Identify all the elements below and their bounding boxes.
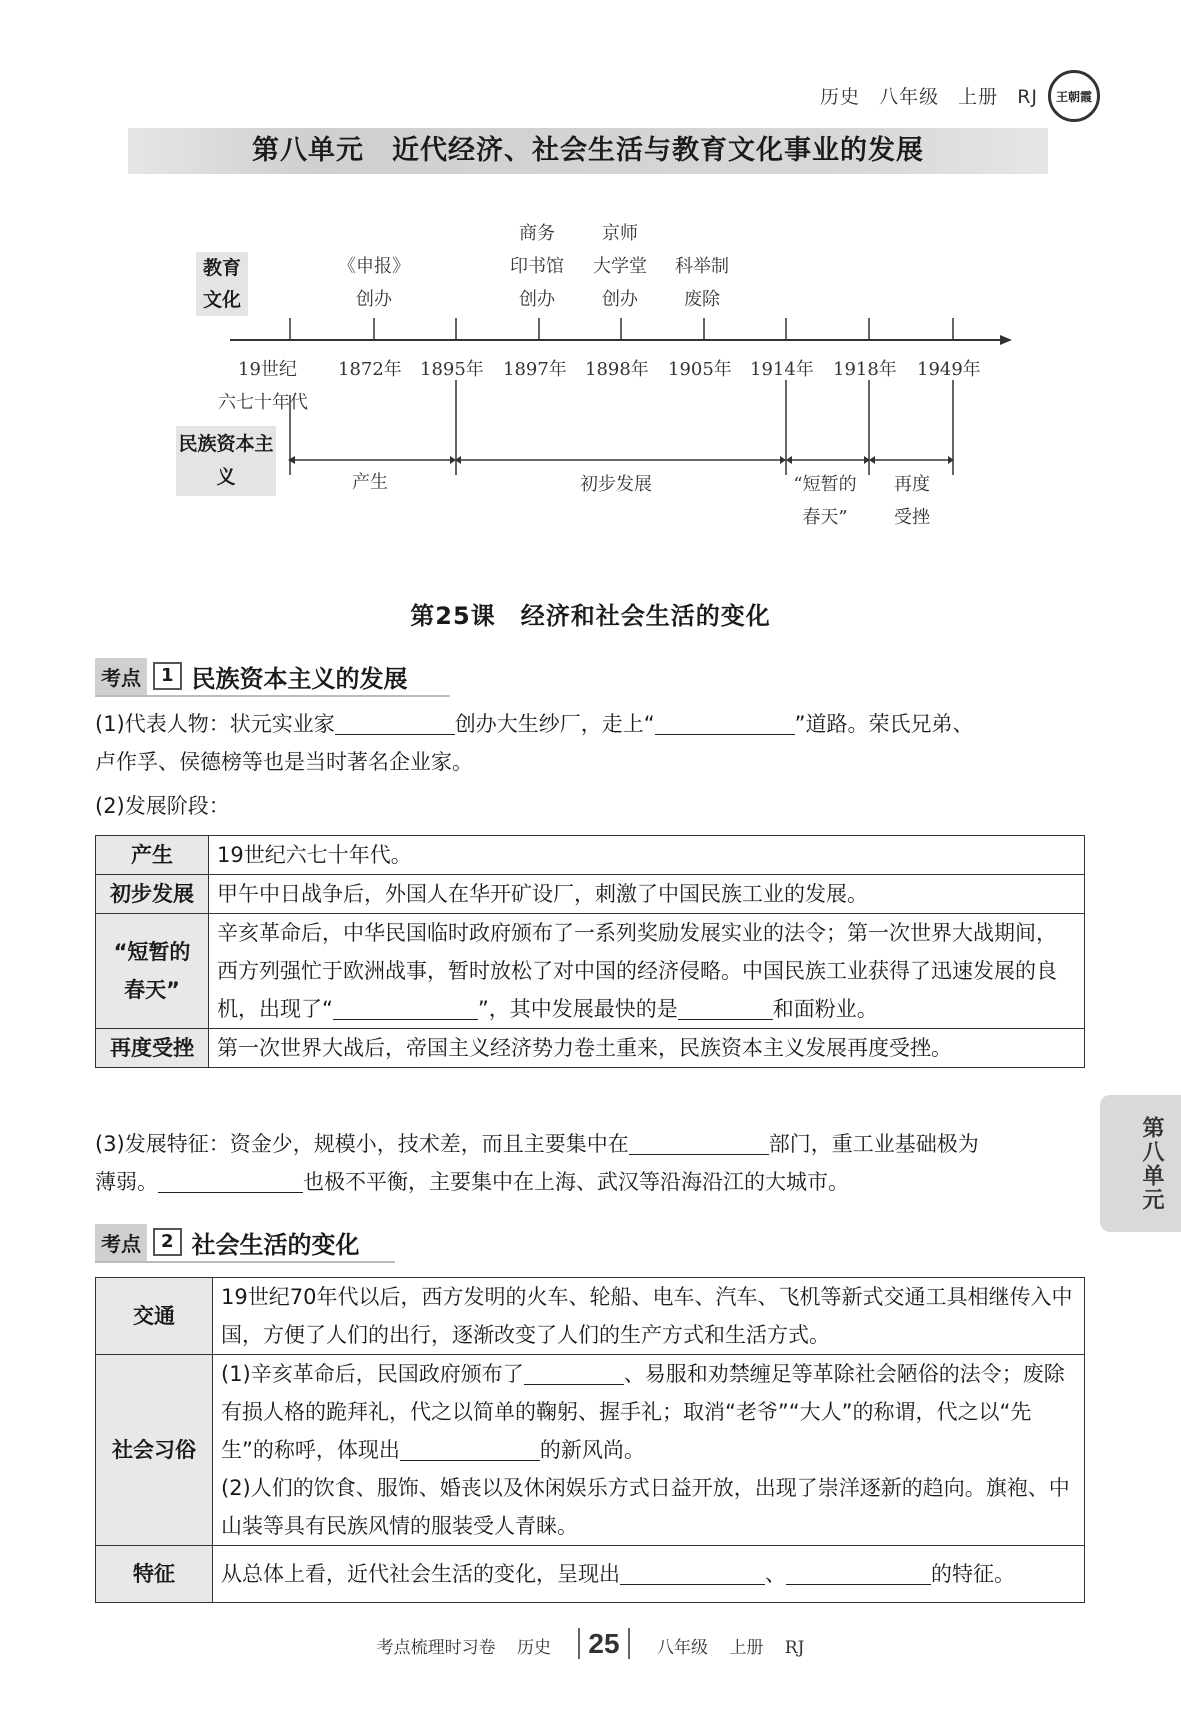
stage-short-spring: “短暂的 春天” <box>793 474 857 528</box>
year-label: 1895年 <box>420 359 484 380</box>
year-label: 1914年 <box>750 359 814 380</box>
fill-blank[interactable] <box>333 995 478 1020</box>
unit-side-tab: 第八单元 <box>1100 1095 1181 1232</box>
table-row: 再度受挫 第一次世界大战后，帝国主义经济势力卷土重来，民族资本主义发展再度受挫。 <box>96 1029 1085 1068</box>
fill-blank[interactable] <box>335 710 455 735</box>
section-title: 社会生活的变化 <box>191 1230 360 1259</box>
event-keju-abolished: 科举制 废除 <box>675 256 729 310</box>
lesson-title: 第25课 经济和社会生活的变化 <box>410 602 771 630</box>
header-edition: RJ <box>1017 86 1038 108</box>
year-label: 1905年 <box>668 359 732 380</box>
table-row: 产生 19世纪六七十年代。 <box>96 836 1085 875</box>
publisher-logo: 王朝霞 <box>1048 70 1100 122</box>
fill-blank[interactable] <box>158 1168 303 1193</box>
year-sublabel: 六七十年代 <box>218 392 308 413</box>
paragraph-stages-label: (2)发展阶段： <box>95 794 230 818</box>
stage-initial-development: 初步发展 <box>580 474 652 495</box>
stages-table <box>95 835 1085 1068</box>
year-label: 1897年 <box>503 359 567 380</box>
header-subject: 历史 <box>820 86 861 108</box>
header-grade: 八年级 <box>879 86 940 108</box>
timeline-bottom-label: 民族资本主义 <box>176 426 276 496</box>
paragraph-features: (3)发展特征：资金少，规模小，技术差，而且主要集中在 部门，重工业基础极为 薄弱。 也极不平衡，主要集中在上海、武汉等沿海沿江的大城市。 <box>95 1132 979 1194</box>
table-row: 特征 从总体上看，近代社会生活的变化，呈现出 、 的特征。 <box>96 1546 1085 1603</box>
table-row: 交通 19世纪70年代以后，西方发明的火车、轮船、电车、汽车、飞机等新式交通工具相继传入中国，方便了人们的出行，逐渐改变了人们的生产方式和生活方式。 <box>96 1278 1085 1355</box>
fill-blank[interactable] <box>678 995 773 1020</box>
event-commercial-press: 商务 印书馆 创办 <box>510 223 564 310</box>
page-footer: 考点梳理时习卷 历史 25 八年级 上册 RJ <box>376 1628 805 1659</box>
year-label: 19世纪 <box>238 359 297 380</box>
fill-blank[interactable] <box>786 1560 931 1585</box>
event-shenbao: 《申报》 创办 <box>338 256 410 310</box>
table-row: “短暂的春天” 辛亥革命后，中华民国临时政府颁布了一系列奖励发展实业的法令；第一次世界大战期间，西方列强忙于欧洲战事，暂时放松了对中国的经济侵略。中国民族工业获得了迅速发展的良机，出现了“ ”，其中发展最快的是 和面粉业。 <box>96 914 1085 1029</box>
fill-blank[interactable] <box>629 1130 769 1155</box>
fill-blank[interactable] <box>400 1436 540 1461</box>
kaodian-num: 2 <box>153 1228 182 1256</box>
stage-setback: 再度 受挫 <box>894 474 930 528</box>
section-heading-2 <box>95 1223 395 1263</box>
year-label: 1949年 <box>917 359 981 380</box>
unit-title: 第八单元 近代经济、社会生活与教育文化事业的发展 <box>252 135 924 166</box>
fill-blank[interactable] <box>620 1560 765 1585</box>
section-heading-1 <box>95 657 450 697</box>
stage-birth: 产生 <box>352 472 388 493</box>
year-label: 1918年 <box>833 359 897 380</box>
fill-blank[interactable] <box>524 1360 624 1385</box>
table-row: 社会习俗 (1)辛亥革命后，民国政府颁布了 、易服和劝禁缠足等革除社会陋俗的法令；废除有损人格的跪拜礼，代之以简单的鞠躬、握手礼；取消“老爷”“大人”的称谓，代之以“先生”的称呼，体现出 的新风尚。 (2)人们的饮食、服饰、婚丧以及休闲娱乐方式日益开放，出现了崇洋逐新的趋向。旗袍、中山装等具有民族风情的服装受人青睐。 <box>96 1355 1085 1546</box>
kaodian-tag: 考点 <box>95 658 147 695</box>
header-volume: 上册 <box>958 86 999 108</box>
event-jingshi-university: 京师 大学堂 创办 <box>593 223 647 310</box>
kaodian-num: 1 <box>153 662 182 690</box>
social-life-table <box>95 1277 1085 1603</box>
year-label: 1898年 <box>585 359 649 380</box>
paragraph-representatives: (1)代表人物：状元实业家 创办大生纱厂，走上“ ”道路。荣氏兄弟、 卢作孚、侯德榜等也是当时著名企业家。 <box>95 712 974 774</box>
year-label: 1872年 <box>338 359 402 380</box>
table-row: 初步发展 甲午中日战争后，外国人在华开矿设厂，刺激了中国民族工业的发展。 <box>96 875 1085 914</box>
kaodian-tag: 考点 <box>95 1224 147 1261</box>
page-number: 25 <box>578 1628 629 1659</box>
section-title: 民族资本主义的发展 <box>191 664 408 693</box>
timeline-top-label: 教育文化 <box>196 252 248 316</box>
header-info <box>820 82 1050 109</box>
fill-blank[interactable] <box>655 710 795 735</box>
